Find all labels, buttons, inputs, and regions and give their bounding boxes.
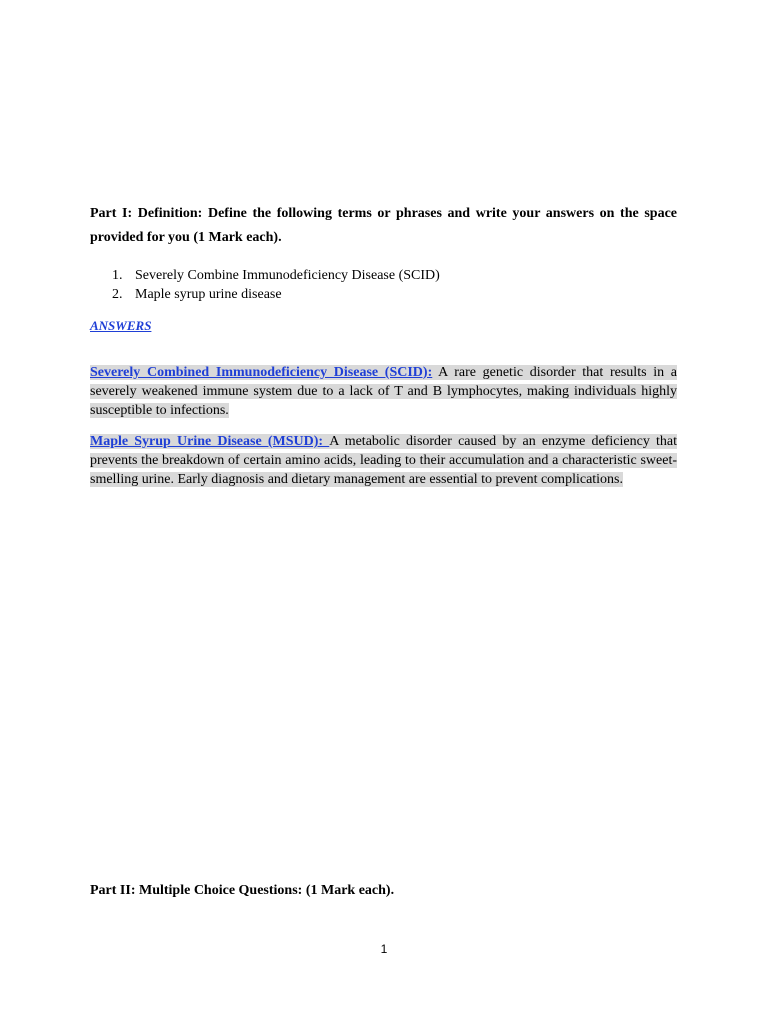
answer-paragraph-msud [90, 432, 677, 489]
answer-definition: A rare genetic disorder that results in a severely weakened immune system due to a lack of T and B lymphocytes, making individuals highly susceptible to infections. [90, 365, 678, 418]
list-item-text: Maple syrup urine disease [135, 287, 282, 302]
answer-paragraph-scid [90, 363, 677, 420]
answers-label: ANSWERS [90, 318, 152, 333]
list-item-number: 1. [112, 268, 123, 283]
list-item-text: Severely Combine Immunodeficiency Disease (SCID) [135, 268, 440, 283]
list-item [90, 285, 677, 304]
list-item-number: 2. [112, 287, 123, 302]
answer-term: Severely Combined Immunodeficiency Disease (SCID): [90, 365, 433, 380]
answer-highlight [90, 434, 677, 487]
list-item [90, 266, 677, 285]
answer-definition: A metabolic disorder caused by an enzyme deficiency that prevents the breakdown of certain amino acids, leading to their accumulation and a characteristic sweet-smelling urine. Early diagnosis and dietary management are essential to prevent complications. [90, 434, 677, 487]
part2-heading: Part II: Multiple Choice Questions: (1 Mark each). [90, 883, 395, 898]
definition-question-list [90, 266, 677, 304]
answer-term: Maple Syrup Urine Disease (MSUD): [90, 434, 330, 449]
answer-highlight [90, 365, 677, 418]
page-number: 1 [380, 942, 388, 956]
part1-heading: Part I: Definition: Define the following terms or phrases and write your answers on the space provided for you (1 Mark each). [90, 206, 677, 245]
